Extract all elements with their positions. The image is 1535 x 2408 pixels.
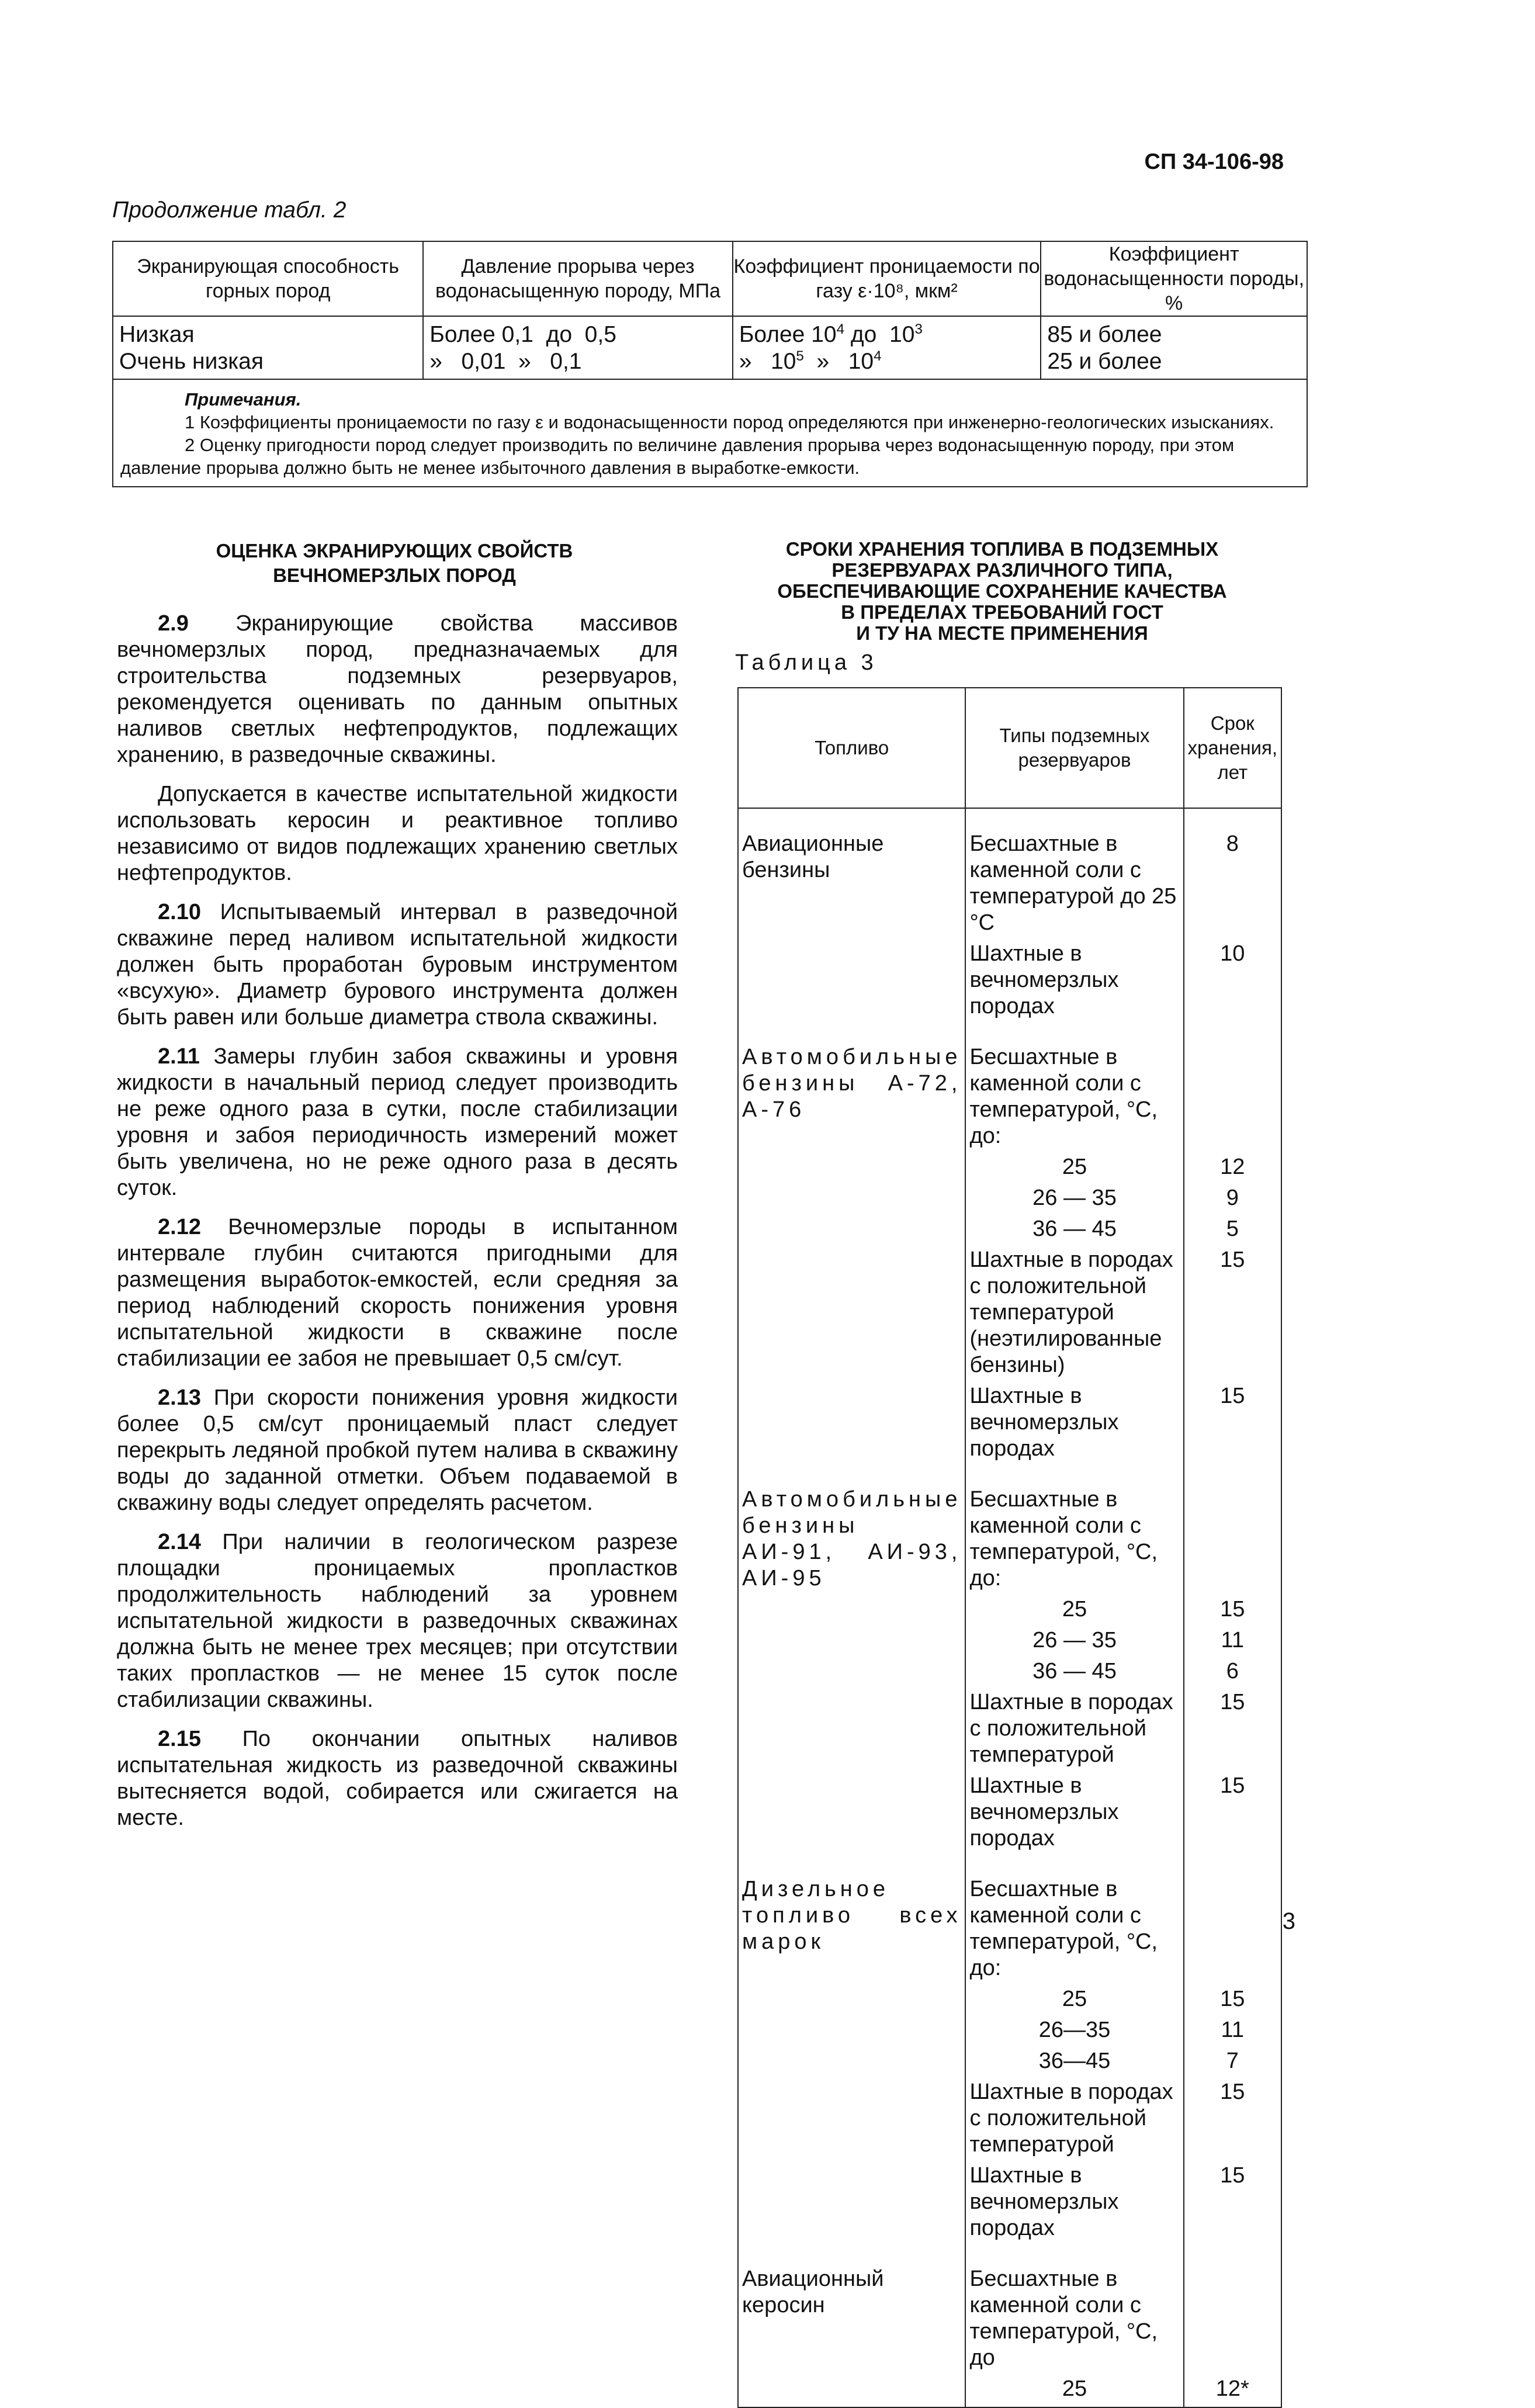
type-cell: Шахтные в вечномерзлых породах [965,1381,1183,1464]
term-cell: 15 [1184,1594,1281,1625]
perm-exponent: 3 [914,321,923,337]
table-row: 85 и более [1047,322,1162,347]
paragraph [117,1529,678,1713]
document-code: СП 34-106-98 [1144,150,1284,174]
perm-prefix: » 10 [739,349,796,374]
left-section-heading [152,539,637,588]
paragraph [117,1214,678,1372]
paragraph [117,1044,678,1201]
clause-number: 2.11 [158,1044,200,1069]
term-cell: 12 [1184,1152,1281,1183]
type-cell: Бесшахтные в каменной соли с температурой, °С, до: [965,1854,1183,1984]
page-number: 3 [1282,1908,1295,1934]
table-2-notes [113,379,1307,487]
fuel-cell: Авиационные бензины [738,808,965,1022]
term-cell: 8 [1184,808,1281,938]
heading-line: ОЦЕНКА ЭКРАНИРУЮЩИХ СВОЙСТВ [216,540,573,562]
table-2-ability-cell [113,316,423,379]
term-cell: 12* [1184,2374,1281,2407]
table-2-notes-row [113,379,1307,487]
paragraph-text: Замеры глубин забоя скважины и уровня жидкости в начальный период следует производить не реже одного раза в сутки, после стабилизации уровня и забоя периодичность измерений может быть увеличена, но не реже одного раза в десять суток. [117,1044,678,1200]
table-row: 25 и более [1047,349,1162,374]
table-3 [737,687,1282,2408]
term-cell [1184,1022,1281,1152]
table-3-header-row [738,688,1281,808]
heading-line: И ТУ НА МЕСТЕ ПРИМЕНЕНИЯ [856,622,1148,644]
clause-number: 2.13 [158,1385,201,1410]
type-cell: 25 [965,1594,1183,1625]
term-cell: 5 [1184,1214,1281,1245]
type-cell: Бесшахтные в каменной соли с температурой, °С, до: [965,1022,1183,1152]
table-row [738,808,1281,938]
term-cell [1184,1854,1281,1984]
perm-mid: » 10 [803,349,874,374]
clause-number: 2.15 [158,1727,201,1751]
term-cell [1184,1464,1281,1594]
type-cell: 26 — 35 [965,1625,1183,1656]
table-2 [112,241,1308,487]
term-cell: 15 [1184,1245,1281,1381]
term-cell: 11 [1184,2015,1281,2046]
table-3-header-cell: Срок хранения, лет [1184,688,1281,808]
perm-mid: до 10 [844,322,915,347]
table-2-permeability-cell [733,316,1041,379]
type-cell: Бесшахтные в каменной соли с температурой, °С, до [965,2244,1183,2374]
table-2-header-row [113,241,1307,316]
paragraph [117,781,678,886]
table-3-header-cell: Типы подземных резервуаров [965,688,1183,808]
table-row [738,1854,1281,1984]
note-item: 1 Коэффициенты проницаемости по газу ε и водонасыщенности пород определяются при инженерно-геологических изысканиях. [185,412,1274,432]
heading-line: В ПРЕДЕЛАХ ТРЕБОВАНИЙ ГОСТ [841,601,1163,623]
type-cell: Шахтные в вечномерзлых породах [965,2160,1183,2244]
heading-line: ВЕЧНОМЕРЗЛЫХ ПОРОД [273,564,516,586]
clause-number: 2.9 [158,611,189,636]
paragraph-text: Допускается в качестве испытательной жидкости использовать керосин и реактивное топливо независимо от видов подлежащих хранению светлых нефтепродуктов. [117,782,678,885]
table-row [739,321,1035,348]
heading-line: СРОКИ ХРАНЕНИЯ ТОПЛИВА В ПОДЗЕМНЫХ [785,538,1219,560]
paragraph-text: Экранирующие свойства массивов вечномерзлых пород, предназначаемых для строительства подземных резервуаров, рекомендуется оценивать по данным опытных наливов светлых нефтепродуктов, подлежащих хранению, в разведочные скважины. [117,611,678,767]
fuel-cell: Дизельное топливо всех марок [738,1854,965,2244]
term-cell: 9 [1184,1183,1281,1214]
table-row [738,1022,1281,1152]
type-cell: Шахтные в породах с положительной температурой [965,2077,1183,2160]
heading-line: РЕЗЕРВУАРАХ РАЗЛИЧНОГО ТИПА, [831,559,1173,581]
type-cell: 36—45 [965,2046,1183,2077]
table-row [738,2244,1281,2374]
table-row: » 0,01 » 0,1 [429,349,582,374]
term-cell: 15 [1184,1771,1281,1854]
perm-exponent: 5 [796,348,804,364]
type-cell: 36 — 45 [965,1214,1183,1245]
table-2-header-cell: Экранирующая способность горных пород [113,241,423,316]
table-2-header-cell: Коэффициент водонасыщенности породы, % [1041,241,1307,316]
fuel-cell: Авиационный керосин [738,2244,965,2407]
term-cell: 10 [1184,938,1281,1022]
paragraph-text: При скорости понижения уровня жидкости более 0,5 см/сут проницаемый пласт следует перекрыть ледяной пробкой путем налива в скважину воды до заданной отметки. Объем подаваемой в скважину воды следует определять расчетом. [117,1385,678,1515]
table-row: Очень низкая [119,349,264,374]
type-cell: Бесшахтные в каменной соли с температурой, °С, до: [965,1464,1183,1594]
type-cell: Шахтные в вечномерзлых породах [965,938,1183,1022]
table-3-header-cell: Топливо [738,688,965,808]
paragraph [117,1385,678,1516]
table-2-header-cell: Давление прорыва через водонасыщенную породу, МПа [423,241,733,316]
type-cell: Шахтные в породах с положительной температурой [965,1687,1183,1771]
term-cell: 11 [1184,1625,1281,1656]
paragraph [117,899,678,1031]
table-2-body-row [113,316,1307,379]
type-cell: Шахтные в вечномерзлых породах [965,1771,1183,1854]
paragraph [117,611,678,768]
clause-number: 2.12 [158,1215,201,1239]
table-2-header-cell: Коэффициент проницаемости по газу ε·10⁸, мкм² [733,241,1041,316]
table-row [739,348,1035,375]
right-section-heading [733,539,1271,644]
term-cell: 15 [1184,1687,1281,1771]
perm-exponent: 4 [874,348,882,364]
term-cell: 6 [1184,1656,1281,1687]
type-cell: 26—35 [965,2015,1183,2046]
type-cell: Шахтные в породах с положительной температурой (неэтилированные бензины) [965,1245,1183,1381]
type-cell: Бесшахтные в каменной соли с температурой до 25 °С [965,808,1183,938]
paragraph [117,1726,678,1831]
table-2-pressure-cell [423,316,733,379]
table-3-label: Таблица 3 [735,650,878,675]
fuel-cell: Автомобильные бензины А-72, А-76 [738,1022,965,1464]
paragraph-text: Вечномерзлые породы в испытанном интервале глубин считаются пригодными для размещения выработок-емкостей, если средняя за период наблюдений скорость понижения уровня испытательной жидкости в скважине после стабилизации ее забоя не превышает 0,5 см/сут. [117,1215,678,1371]
term-cell [1184,2244,1281,2374]
term-cell: 15 [1184,1381,1281,1464]
table-row: Низкая [119,322,195,347]
notes-title: Примечания. [185,389,302,410]
table-row [738,1464,1281,1594]
type-cell: 25 [965,2374,1183,2407]
clause-number: 2.10 [158,900,201,924]
table-continuation-label: Продолжение табл. 2 [112,198,346,223]
paragraph-text: При наличии в геологическом разрезе площадки проницаемых пропластков продолжительность наблюдений за уровнем испытательной жидкости в разведочных скважинах должна быть не менее трех месяцев; при отсутствии таких пропластков — не менее 15 суток после стабилизации скважины. [117,1530,678,1712]
type-cell: 25 [965,1984,1183,2015]
term-cell: 7 [1184,2046,1281,2077]
term-cell: 15 [1184,2160,1281,2244]
type-cell: 25 [965,1152,1183,1183]
perm-exponent: 4 [836,321,845,337]
type-cell: 26 — 35 [965,1183,1183,1214]
term-cell: 15 [1184,2077,1281,2160]
type-cell: 36 — 45 [965,1656,1183,1687]
table-2-water-cell [1041,316,1307,379]
clause-number: 2.14 [158,1530,201,1554]
heading-line: ОБЕСПЕЧИВАЮЩИЕ СОХРАНЕНИЕ КАЧЕСТВА [777,580,1227,602]
left-section-body [117,611,678,1844]
note-item: 2 Оценку пригодности пород следует производить по величине давления прорыва через водонасыщенную породу, при этом давление прорыва должно быть не менее избыточного давления в выработке-емкости. [120,435,1235,478]
paragraph-text: Испытываемый интервал в разведочной скважине перед наливом испытательной жидкости должен быть проработан буровым инструментом «всухую». Диаметр бурового инструмента должен быть равен или больше диаметра ствола скважины. [117,900,678,1030]
perm-prefix: Более 10 [739,322,837,347]
paragraph-text: По окончании опытных наливов испытательная жидкость из разведочной скважины вытесняется водой, собирается или сжигается на месте. [117,1727,678,1830]
table-row: Более 0,1 до 0,5 [429,322,616,347]
fuel-cell: Автомобильные бензины АИ-91, АИ-93, АИ-95 [738,1464,965,1854]
term-cell: 15 [1184,1984,1281,2015]
